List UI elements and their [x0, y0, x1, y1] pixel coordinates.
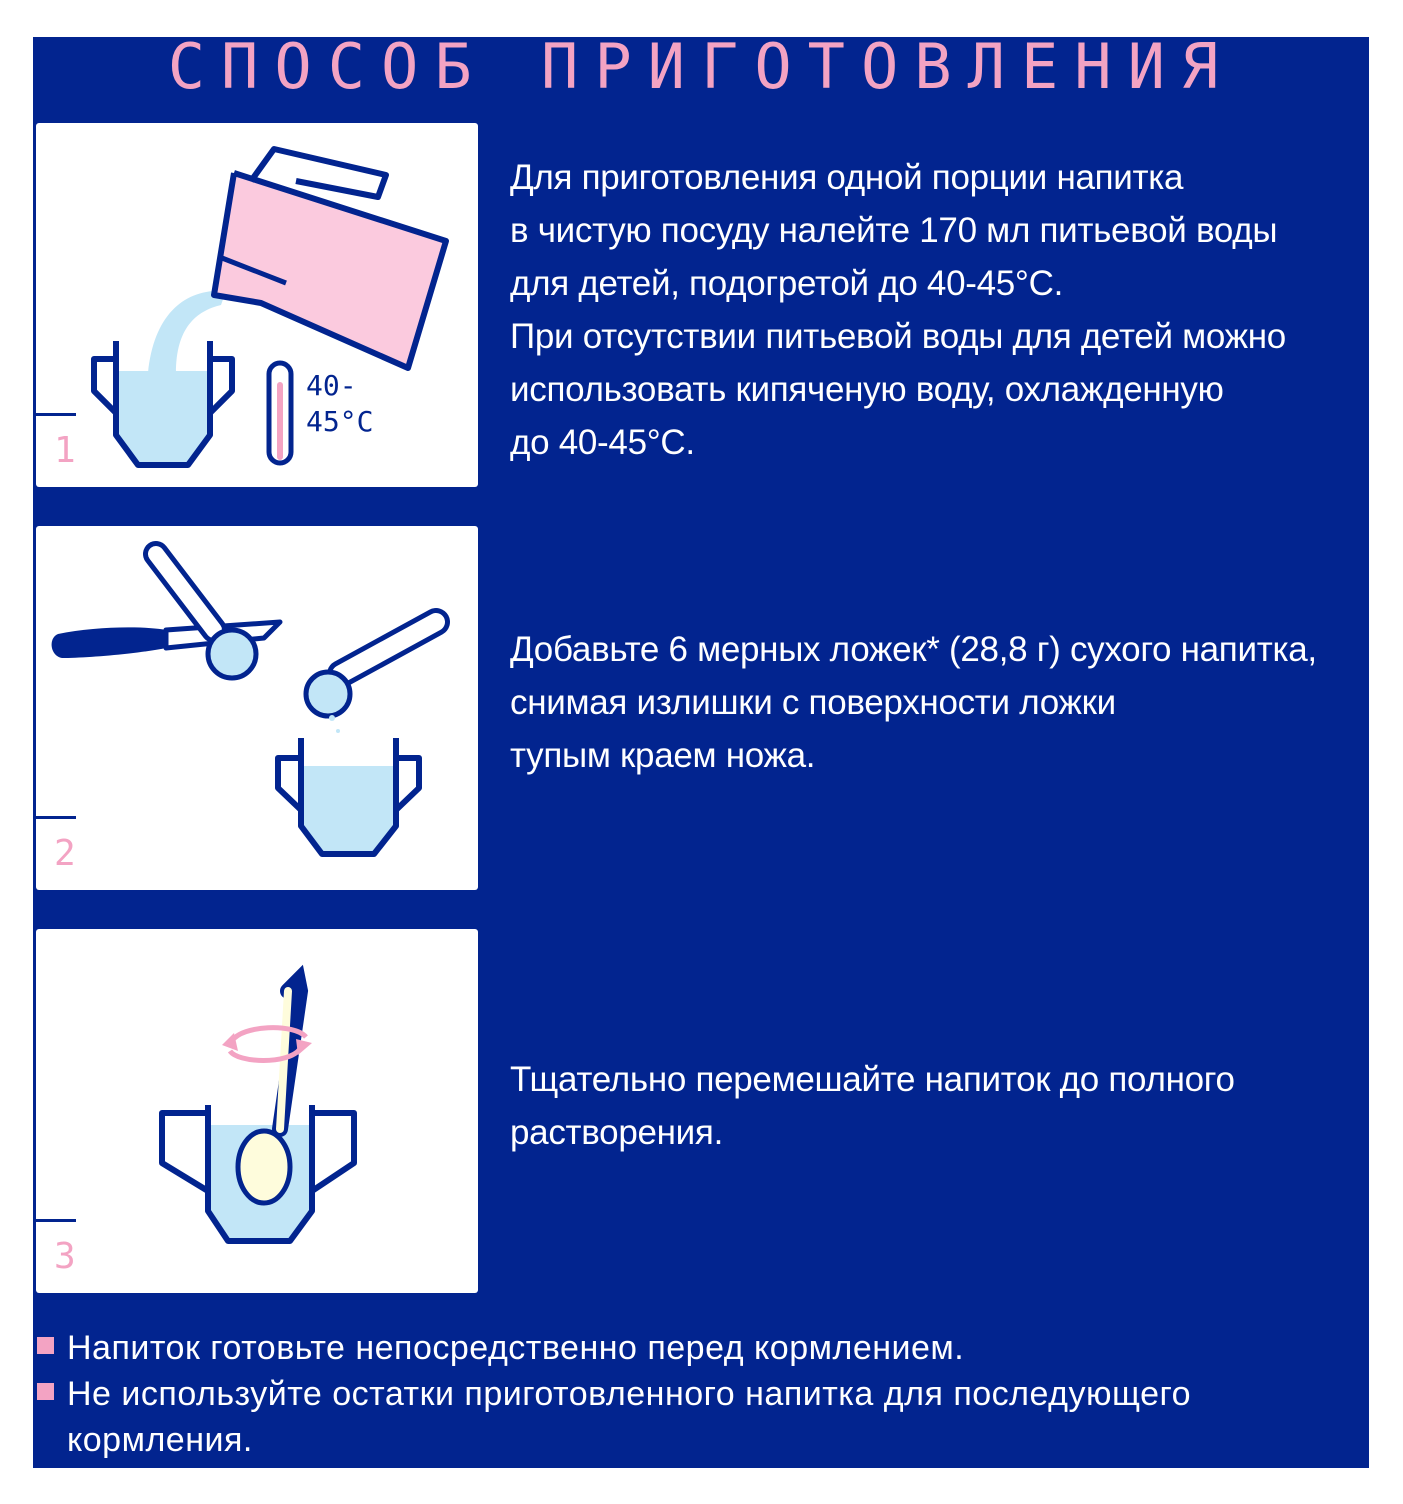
note-text: Напиток готовьте непосредственно перед кормлением.	[67, 1329, 965, 1367]
step-3-illustration	[36, 929, 478, 1293]
scoop-icon	[306, 622, 436, 733]
step-1-card	[36, 123, 478, 487]
step-3-line: Тщательно перемешайте напиток до полного	[510, 1060, 1235, 1099]
square-bullet-icon	[37, 1337, 54, 1354]
step-1-line: использовать кипяченую воду, охлажденную	[510, 370, 1224, 409]
step-3-card	[36, 929, 478, 1293]
step-1-line: При отсутствии питьевой воды для детей можно	[510, 317, 1286, 356]
step-1-divider	[36, 413, 76, 416]
step-3-divider	[36, 1219, 76, 1222]
step-3-number: 3	[54, 1236, 76, 1277]
step-2-number: 2	[54, 833, 76, 874]
knife-icon	[52, 554, 280, 678]
step-1-line: Для приготовления одной порции напитка	[510, 158, 1184, 197]
step-1-line: для детей, подогретой до 40-45°С.	[510, 264, 1064, 303]
thermometer-label-top: 40-	[306, 369, 357, 402]
step-2-text	[510, 623, 1317, 782]
thermometer-label-bottom: 45°С	[306, 405, 374, 438]
cup-icon	[278, 738, 419, 854]
step-3-line: растворения.	[510, 1113, 724, 1152]
step-1-illustration	[36, 123, 478, 487]
note-item	[35, 1371, 1327, 1463]
step-2-illustration	[36, 526, 478, 890]
step-1-number: 1	[54, 430, 76, 471]
step-3-text	[510, 1053, 1235, 1159]
square-bullet-icon	[37, 1383, 54, 1400]
step-1-text	[510, 151, 1286, 469]
step-2-divider	[36, 816, 76, 819]
note-text: Не используйте остатки приготовленного напитка для последующего кормления.	[67, 1375, 1192, 1459]
thermometer-icon	[269, 363, 291, 463]
step-2-line: тупым краем ножа.	[510, 736, 816, 775]
page-title: СПОСОБ ПРИГОТОВЛЕНИЯ	[167, 37, 1235, 103]
step-2-line: снимая излишки с поверхности ложки	[510, 683, 1116, 722]
spoon-icon	[238, 981, 300, 1203]
step-1-line: в чистую посуду налейте 170 мл питьевой воды	[510, 211, 1278, 250]
note-item	[35, 1325, 1327, 1371]
notes-list	[35, 1325, 1327, 1463]
pitcher-icon	[214, 149, 446, 368]
step-2-card	[36, 526, 478, 890]
step-1-line: до 40-45°С.	[510, 423, 695, 462]
step-2-line: Добавьте 6 мерных ложек* (28,8 г) сухого напитка,	[510, 630, 1317, 669]
instructions-panel	[33, 37, 1369, 1468]
